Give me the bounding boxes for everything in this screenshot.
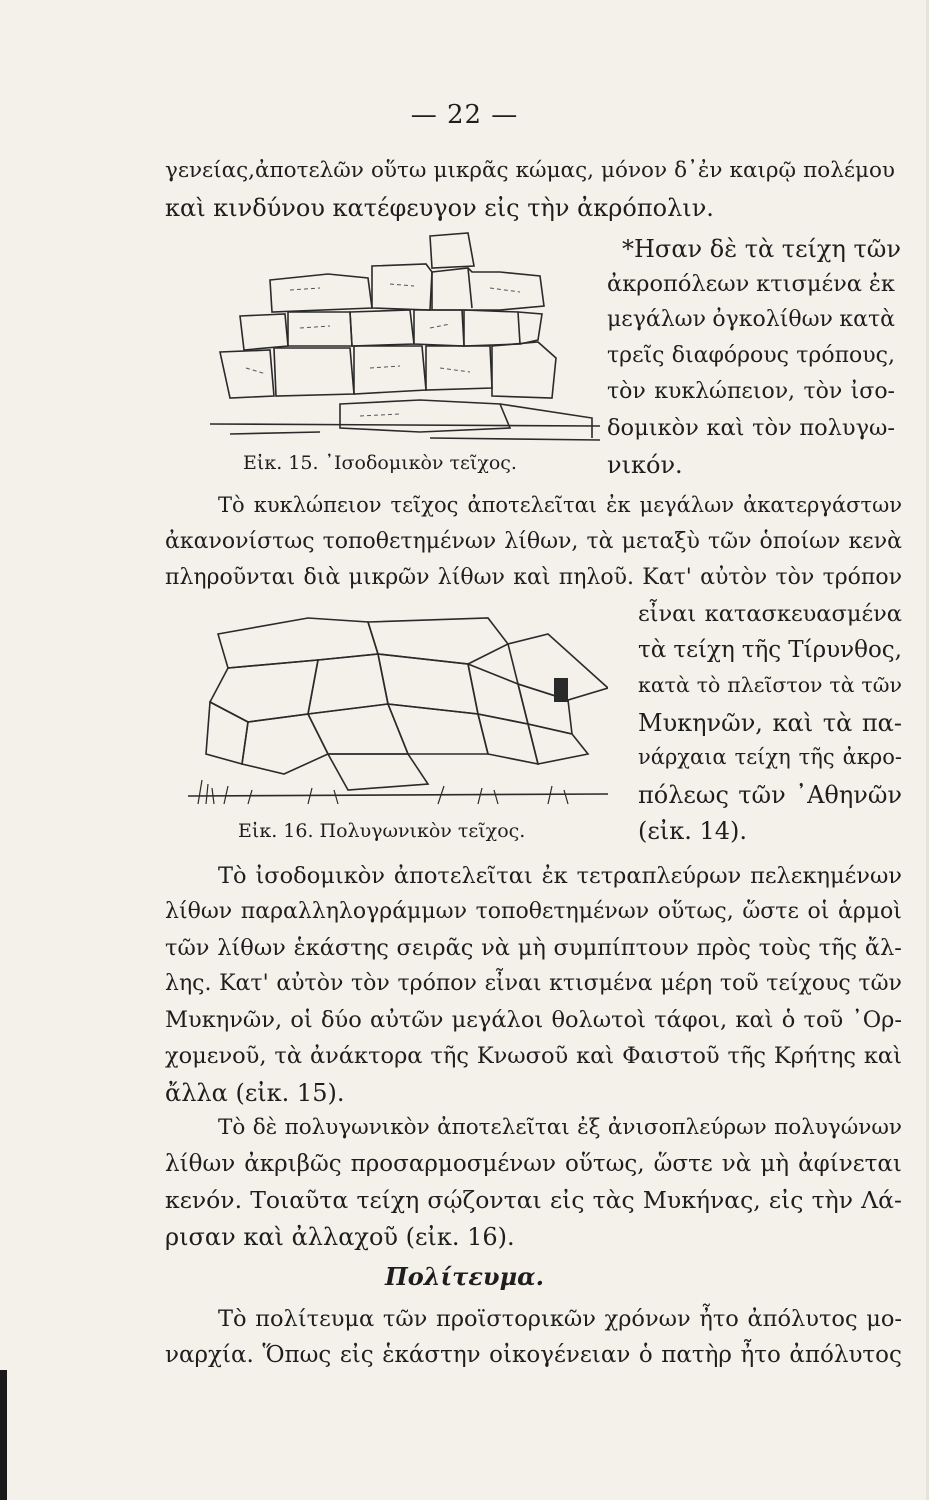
figure-15-side-text-2: ἀκροπόλεων κτισμένα ἐκ [607,271,895,297]
paragraph-cyclopean-line-1: Τὸ κυκλώπειον τεῖχος ἀποτελεῖται ἐκ μεγάλων ἀκατεργάστων [218,493,902,517]
figure-16-side-text-4: Μυκηνῶν, καὶ τὰ πα- [638,709,902,737]
figure-16-polygonal-wall [188,604,608,814]
figure-16-side-text-7: (εἰκ. 14). [638,817,747,845]
paragraph-polygonal-line-4: ρισαν καὶ ἀλλαχοῦ (εἰκ. 16). [165,1223,515,1251]
paragraph-isodomic-line-7: ἄλλα (εἰκ. 15). [165,1079,345,1107]
isodomic-wall-drawing [200,228,600,443]
paragraph-isodomic-line-3: τῶν λίθων ἑκάστης σειρᾶς νὰ μὴ συμπίπτουν πρὸς τοὺς τῆς ἄλ- [165,935,902,961]
figure-16-caption: Εἰκ. 16. Πολυγωνικὸν τεῖχος. [238,820,526,842]
figure-15-side-text-4: τρεῖς διαφόρους τρόπους, [607,343,895,368]
section-heading: Πολίτευμα. [385,1262,544,1291]
figure-16-side-text-2: τὰ τείχη τῆς Τίρυνθος, [638,637,902,663]
page-number: — 22 — [410,100,519,130]
paragraph-politeuma-line-2: ναρχία. Ὅπως εἰς ἑκάστην οἰκογένειαν ὁ πατὴρ ἦτο ἀπόλυτος [165,1342,902,1368]
paragraph-politeuma-line-1: Τὸ πολίτευμα τῶν προϊστορικῶν χρόνων ἦτο ἀπόλυτος μο- [218,1306,902,1332]
paragraph-polygonal-line-2: λίθων ἀκριβῶς προσαρμοσμένων οὕτως, ὥστε νὰ μὴ ἀφίνεται [165,1151,902,1177]
polygonal-wall-drawing [188,604,608,814]
paragraph-isodomic-line-2: λίθων παραλληλογράμμων τοποθετημένων οὕτως, ὥστε οἱ ἁρμοὶ [165,899,902,924]
figure-16-side-text-3: κατὰ τὸ πλεῖστον τὰ τῶν [638,673,902,697]
binding-shadow [0,1370,7,1500]
figure-15-side-text-6: δομικὸν καὶ τὸν πολυγω- [607,415,895,441]
paragraph-isodomic-line-6: χομενοῦ, τὰ ἀνάκτορα τῆς Κνωσοῦ καὶ Φαιστοῦ τῆς Κρήτης καὶ [165,1043,902,1069]
paragraph-cyclopean-line-3: πληροῦνται διὰ μικρῶν λίθων καὶ πηλοῦ. Κατ' αὐτὸν τὸν τρόπον [165,565,902,590]
dark-stone-mark [554,678,568,702]
figure-15-side-text-7: νικόν. [607,451,683,479]
figure-15-side-text-1: *Ησαν δὲ τὰ τείχη τῶν [622,235,901,263]
figure-16-side-text-5: νάρχαια τείχη τῆς ἀκρο- [638,745,902,769]
paragraph-isodomic-line-1: Τὸ ἰσοδομικὸν ἀποτελεῖται ἐκ τετραπλεύρων πελεκημένων [218,863,902,889]
figure-15-side-text-3: μεγάλων ὀγκολίθων κατὰ [607,307,895,332]
figure-16-side-text-6: πόλεως τῶν ᾿Αθηνῶν [638,781,902,809]
figure-15-caption: Εἰκ. 15. ᾿Ισοδομικὸν τεῖχος. [243,452,517,474]
figure-16-side-text-1: εἶναι κατασκευασμένα [638,601,902,627]
paragraph-intro-line-2: καὶ κινδύνου κατέφευγον εἰς τὴν ἀκρόπολιν. [165,194,714,222]
paragraph-isodomic-line-5: Μυκηνῶν, οἱ δύο αὐτῶν μεγάλοι θολωτοὶ τάφοι, καὶ ὁ τοῦ ᾿Ορ- [165,1007,902,1033]
paragraph-polygonal-line-3: κενόν. Τοιαῦτα τείχη σῴζονται εἰς τὰς Μυκήνας, εἰς τὴν Λά- [165,1186,902,1214]
paragraph-isodomic-line-4: λης. Κατ' αὐτὸν τὸν τρόπον εἶναι κτισμένα μέρη τοῦ τείχους τῶν [165,971,902,996]
figure-15-isodomic-wall [200,228,600,443]
paragraph-cyclopean-line-2: ἀκανονίστως τοποθετημένων λίθων, τὰ μεταξὺ τῶν ὁποίων κενὰ [165,529,902,554]
figure-15-side-text-5: τὸν κυκλώπειον, τὸν ἰσο- [607,379,895,404]
paragraph-intro-line-1: γενείας,ἀποτελῶν οὕτω μικρᾶς κώμας, μόνον δ᾽ἐν καιρῷ πολέμου [165,158,895,183]
paragraph-polygonal-line-1: Τὸ δὲ πολυγωνικὸν ἀποτελεῖται ἐξ ἀνισοπλεύρων πολυγώνων [218,1115,902,1140]
